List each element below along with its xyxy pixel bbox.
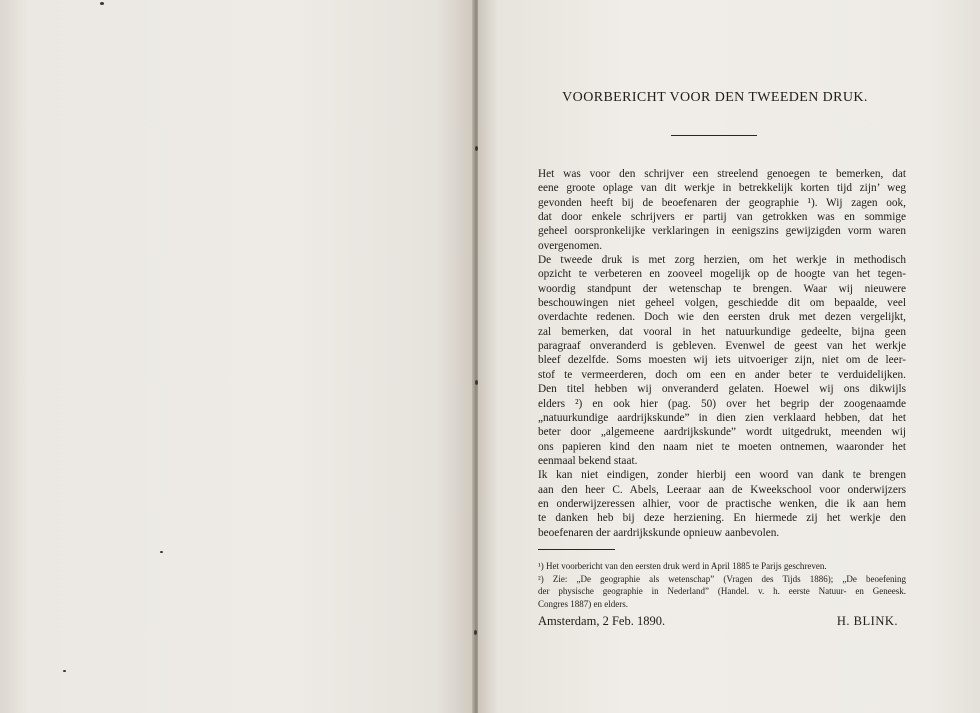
paper-speck bbox=[474, 630, 477, 635]
preface-body bbox=[538, 167, 906, 540]
author-name: H. BLINK. bbox=[836, 614, 898, 628]
body-line: paragraaf onveranderd is gebleven. Evenwel de geest van het werkje bbox=[538, 340, 906, 353]
body-line: De tweede druk is met zorg herzien, om het werkje in methodisch bbox=[538, 254, 906, 267]
paper-speck bbox=[475, 146, 478, 151]
footnote-divider bbox=[538, 549, 615, 550]
body-line: stof te vermeerderen, doch om een en ander beter te verduidelijken. bbox=[538, 368, 906, 381]
paper-speck bbox=[160, 551, 163, 553]
body-line: bleef dezelfde. Soms moesten wij iets uitvoeriger zijn, niet om de leer- bbox=[538, 354, 906, 367]
body-line: „natuurkundige aardrijkskunde” in dien zien verklaard hebben, dat het bbox=[538, 411, 906, 424]
body-line: te danken heb bij deze herziening. En hiermede zij het werkje den bbox=[538, 512, 906, 525]
paper-speck bbox=[475, 380, 478, 385]
body-line: Ik kan niet eindigen, zonder hierbij een woord van dank te brengen bbox=[538, 469, 906, 482]
body-line: zal bemerken, dat vooral in het natuurkundige gedeelte, bijna geen bbox=[538, 325, 906, 338]
footnote-line: ¹) Het voorbericht van den eersten druk werd in April 1885 te Parijs geschreven. bbox=[538, 561, 827, 571]
body-line: gevonden heeft bij de beoefenaren der geographie ¹). Wij zagen ook, bbox=[538, 196, 906, 209]
title-divider bbox=[671, 135, 757, 136]
body-line: beoefenaren der aardrijkskunde opnieuw aanbevolen. bbox=[538, 526, 780, 539]
body-line: overdachte redenen. Doch wie den eersten druk met dezen vergelijkt, bbox=[538, 311, 906, 324]
footnote-line: Congres 1887) en elders. bbox=[538, 598, 628, 609]
body-line: ons papieren kind den naam niet te moeten ontnemen, waaronder het bbox=[538, 440, 906, 453]
body-line: dat door enkele schrijvers er partij van getrokken was en sommige bbox=[538, 211, 906, 224]
place-date: Amsterdam, 2 Feb. 1890. bbox=[538, 614, 666, 628]
left-page-blank bbox=[0, 0, 474, 713]
paper-speck bbox=[63, 670, 66, 672]
body-line: overgenomen. bbox=[538, 239, 603, 252]
page-title: VOORBERICHT VOOR DEN TWEEDEN DRUK. bbox=[562, 90, 868, 105]
body-line: beter door „algemeene aardrijkskunde” wordt uitgedrukt, meenden wij bbox=[538, 426, 906, 439]
body-line: woordig standpunt der wetenschap te brengen. Waar wij nieuwere bbox=[538, 282, 906, 295]
body-line: beschouwingen niet geheel volgen, geschiedde dit om bepaalde, veel bbox=[538, 297, 906, 310]
body-line: Het was voor den schrijver een streelend genoegen te bemerken, dat bbox=[538, 168, 906, 180]
body-line: en onderwijzeressen alhier, voor de practische wenken, die ik aan hem bbox=[538, 497, 906, 510]
body-line: elders ²) en ook hier (pag. 50) over het begrip der zoogenaamde bbox=[538, 397, 906, 410]
body-line: Den titel hebben wij onveranderd gelaten. Hoewel wij ons dikwijls bbox=[538, 383, 906, 396]
footnotes bbox=[538, 560, 906, 610]
body-line: eenmaal bekend staat. bbox=[538, 454, 638, 467]
body-line: opzicht te verbeteren en zooveel mogelijk op de hoogte van het tegen- bbox=[538, 268, 906, 281]
footnote-line: der physische geographie in Nederland” (Handel. v. h. eerste Natuur- en Geneesk. bbox=[538, 586, 906, 596]
footnote-line: ²) Zie: „De geographie als wetenschap” (Vragen des Tijds 1886); „De beoefening bbox=[538, 573, 906, 584]
body-line: eene groote oplage van dit werkje in betrekkelijk korten tijd zijn’ weg bbox=[538, 182, 906, 195]
body-line: aan den heer C. Abels, Leeraar aan de Kweekschool voor onderwijzers bbox=[538, 483, 906, 496]
paper-speck bbox=[100, 2, 104, 5]
body-line: geheel oorspronkelijke verklaringen in eenigszins gewijzigden vorm waren bbox=[538, 225, 906, 238]
